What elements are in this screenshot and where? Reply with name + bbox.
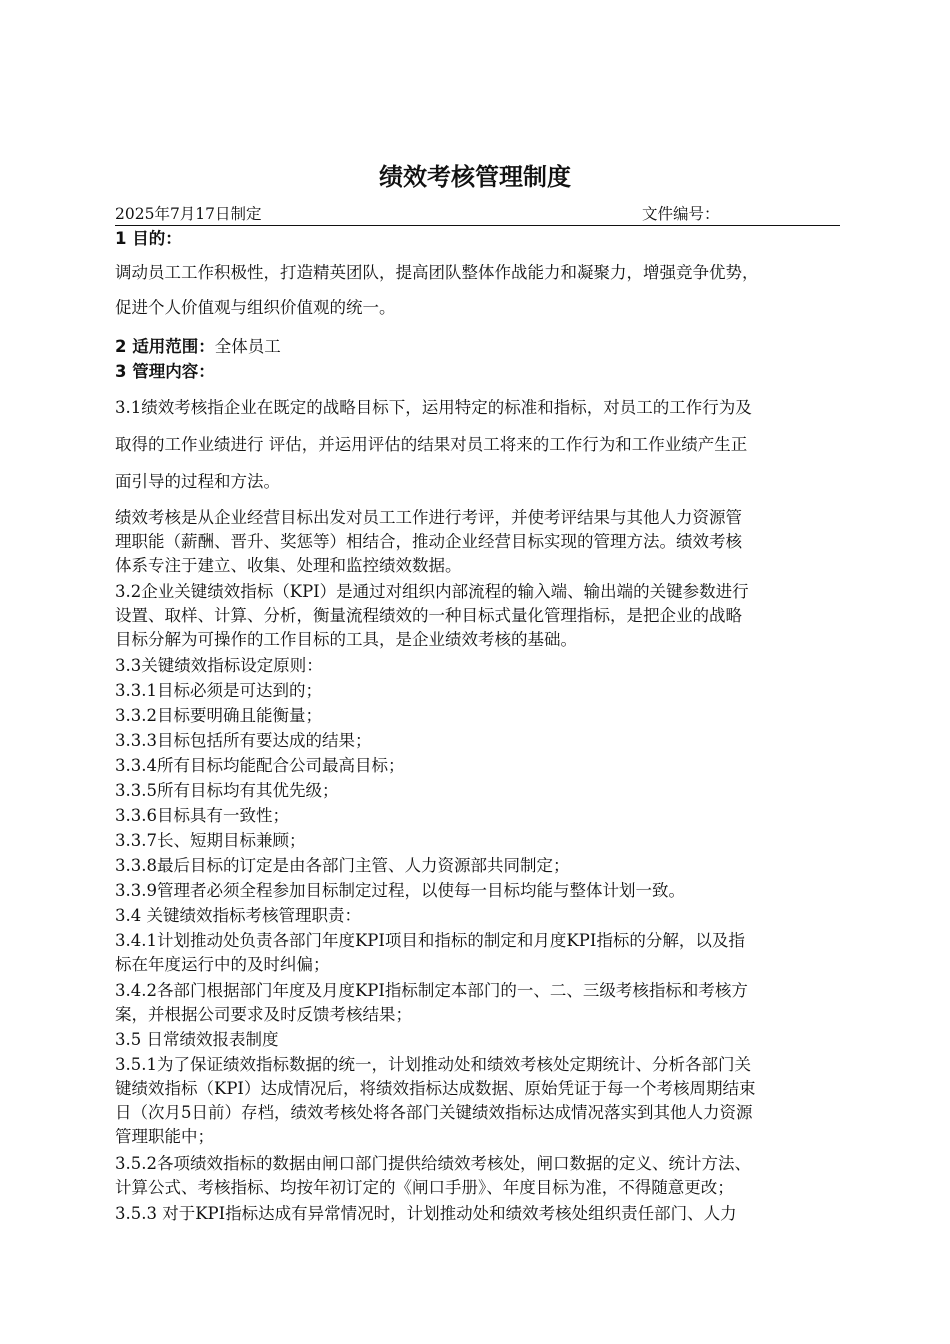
paragraph-3-4-2: 案，并根据公司要求及时反馈考核结果； [115,1005,412,1024]
paragraph-3-1: 取得的工作业绩进行 评估，并运用评估的结果对员工将来的工作行为和工作业绩产生正 [115,435,748,454]
paragraph-3-1: 面引导的过程和方法。 [115,472,280,491]
section-2-heading-label: 2 适用范围： [115,337,215,356]
paragraph-3-5-1: 键绩效指标（KPI）达成情况后，将绩效指标达成数据、原始凭证于每一个考核周期结束 [115,1079,756,1098]
list-item-3-3-4: 3.3.4所有目标均能配合公司最高目标； [115,756,405,775]
paragraph-3-2: 设置、取样、计算、分析，衡量流程绩效的一种目标式量化管理指标，是把企业的战略 [115,606,742,625]
section-2-heading [115,336,281,358]
paragraph-3-5-1: 3.5.1为了保证绩效指标数据的统一，计划推动处和绩效考核处定期统计、分析各部门关 [115,1055,751,1074]
paragraph-3-5: 3.5 日常绩效报表制度 [115,1030,279,1049]
document-meta-line [115,205,840,226]
list-item-3-3-1: 3.3.1目标必须是可达到的； [115,681,322,700]
paragraph-3-4: 3.4 关键绩效指标考核管理职责： [115,906,361,925]
paragraph-3-5-1: 日（次月5日前）存档，绩效考核处将各部门关键绩效指标达成情况落实到其他人力资源 [115,1103,753,1122]
document-number-label: 文件编号： [642,205,720,223]
paragraph-3-1-continued: 理职能（薪酬、晋升、奖惩等）相结合，推动企业经营目标实现的管理方法。绩效考核 [115,532,742,551]
paragraph-3-3: 3.3关键绩效指标设定原则： [115,656,323,675]
section-3-heading: 3 管理内容： [115,362,215,381]
section-2-scope-value: 全体员工 [214,337,281,356]
paragraph-3-4-1: 标在年度运行中的及时纠偏； [115,955,330,974]
section-1-text: 调动员工工作积极性，打造精英团队，提高团队整体作战能力和凝聚力，增强竞争优势， [115,263,759,282]
paragraph-3-4-2: 3.4.2各部门根据部门年度及月度KPI指标制定本部门的一、二、三级考核指标和考核方 [115,981,748,1000]
paragraph-3-5-1: 管理职能中； [115,1127,214,1146]
document-title: 绩效考核管理制度 [379,163,571,191]
paragraph-3-5-2: 3.5.2各项绩效指标的数据由闸口部门提供给绩效考核处，闸口数据的定义、统计方法、 [115,1154,751,1173]
paragraph-3-5-3: 3.5.3 对于KPI指标达成有异常情况时，计划推动处和绩效考核处组织责任部门、人力 [115,1204,737,1223]
paragraph-3-5-2: 计算公式、考核指标、均按年初订定的《闸口手册》、年度目标为准，不得随意更改； [115,1178,734,1197]
creation-date: 2025年7月17日制定 [115,205,262,223]
list-item-3-3-8: 3.3.8最后目标的订定是由各部门主管、人力资源部共同制定； [115,856,570,875]
list-item-3-3-6: 3.3.6目标具有一致性； [115,806,289,825]
paragraph-3-2: 目标分解为可操作的工作目标的工具，是企业绩效考核的基础。 [115,630,577,649]
list-item-3-3-5: 3.3.5所有目标均有其优先级； [115,781,339,800]
list-item-3-3-7: 3.3.7长、短期目标兼顾； [115,831,306,850]
section-1-heading: 1 目的： [115,229,182,248]
section-1-text: 促进个人价值观与组织价值观的统一。 [115,298,396,317]
list-item-3-3-9: 3.3.9管理者必须全程参加目标制定过程，以使每一目标均能与整体计划一致。 [115,881,685,900]
paragraph-3-1-continued: 绩效考核是从企业经营目标出发对员工工作进行考评，并使考评结果与其他人力资源管 [115,508,742,527]
paragraph-3-1-continued: 体系专注于建立、收集、处理和监控绩效数据。 [115,556,462,575]
list-item-3-3-2: 3.3.2目标要明确且能衡量； [115,706,322,725]
list-item-3-3-3: 3.3.3目标包括所有要达成的结果； [115,731,372,750]
paragraph-3-2: 3.2企业关键绩效指标（KPI）是通过对组织内部流程的输入端、输出端的关键参数进行 [115,582,749,601]
paragraph-3-4-1: 3.4.1计划推动处负责各部门年度KPI项目和指标的制定和月度KPI指标的分解，以及指 [115,931,745,950]
paragraph-3-1: 3.1绩效考核指企业在既定的战略目标下，运用特定的标准和指标，对员工的工作行为及 [115,398,752,417]
